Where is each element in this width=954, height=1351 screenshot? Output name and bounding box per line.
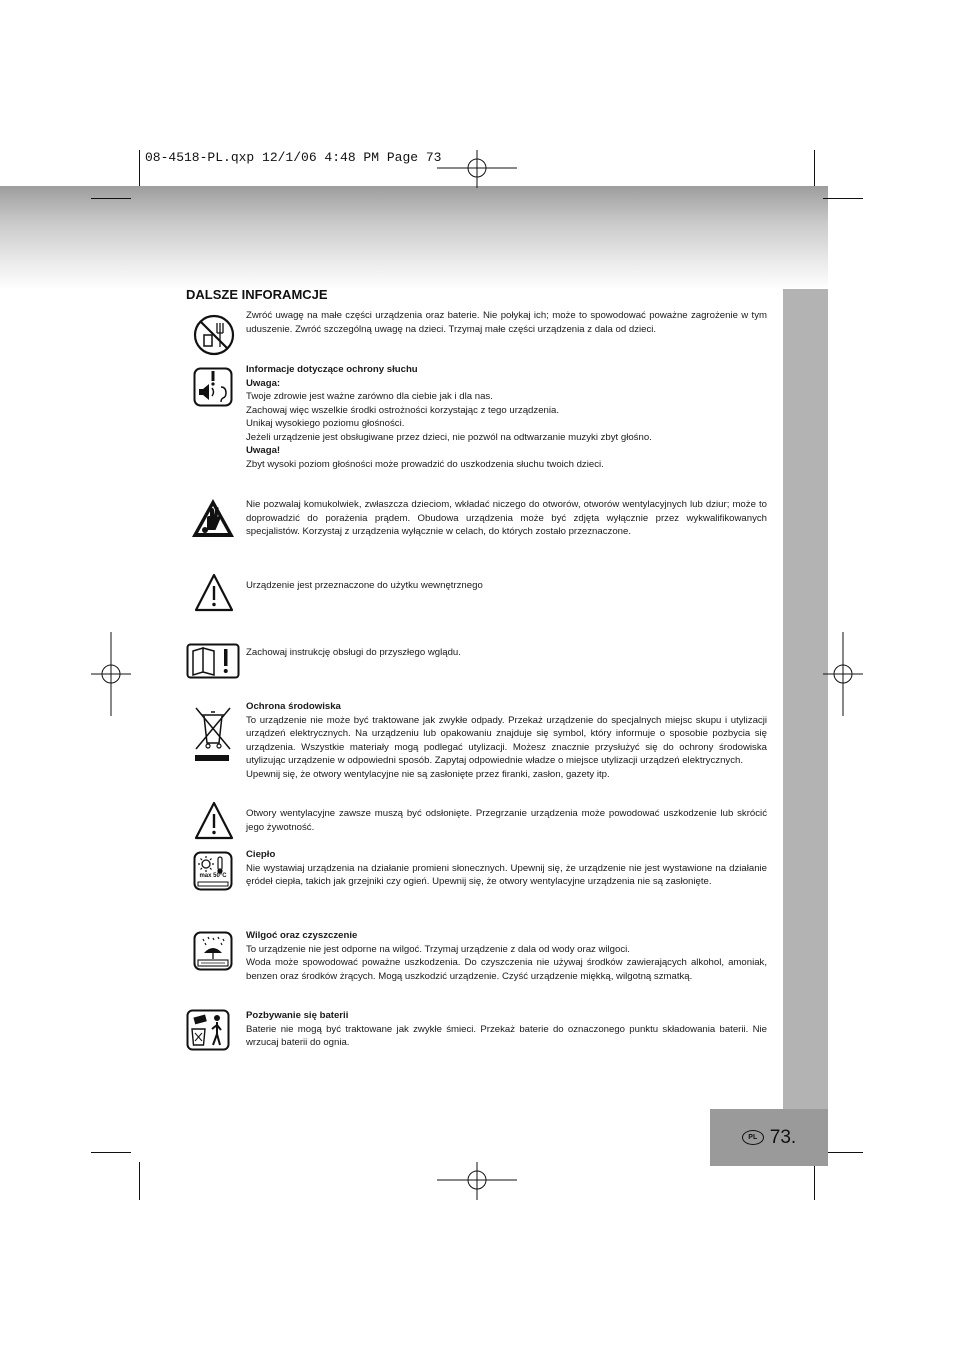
no-swallow-icon (193, 313, 235, 357)
heat-heading: Ciepło (246, 849, 276, 860)
hearing-line: Zachowaj więc wszelkie środki ostrożności korzystając z tego urządzenia. (246, 404, 559, 416)
environment-extra: Upewnij się, że otwory wentylacyjne nie są zasłonięte przez firanki, zasłon, gazety itp. (246, 768, 610, 780)
language-badge: PL (742, 1130, 764, 1145)
moisture-heading: Wilgoć oraz czyszczenie (246, 930, 358, 941)
moisture-line: Woda może spowodować poważne uszkodzenia. Do czyszczenia nie używaj środków zawierających alkohol, amoniak, benzen oraz środków żrących. Mogą uszkodzić urządzenie. Czyść urządzenie miękką, wilgotną szmatką. (246, 957, 767, 982)
registration-mark-top (437, 150, 517, 188)
manual-text (246, 646, 767, 660)
environment-paragraph: To urządzenie nie może być traktowane jak zwykłe odpady. Przekaż urządzenie do specjalnych miejsc skupu i utylizacji urządzeń elektrycznych. Na urządzeniu lub opakowaniu znajduje się symbol, który informuje o sposobie pozbycia się urządzenia. Wszystkie materiały mogą podlegać utylizacji. Możesz znacznie przysłużyć się do ochrony środowiska utylizując urządzenie w odpowiedni sposób. Zapytaj odpowiednie władze o miejsce utylizacji urządzeń elektrycznych. (246, 714, 767, 766)
page-number-tab (710, 1109, 828, 1166)
section-title: DALSZE INFORAMCJE (186, 287, 328, 302)
hearing-line: Zbyt wysoki poziom głośności może prowadzić do uszkodzenia słuchu twoich dzieci. (246, 458, 604, 470)
heat-paragraph: Nie wystawiaj urządzenia na działanie promieni słonecznych. Upewnij się, że urządzenie nie jest wystawione na działanie ęródeł ciepła, takich jak grzejniki czy ogień. Upewnij się, że otwory wentylacyjne urządzenia nie są zasłonięte. (246, 862, 767, 887)
crop-mark (91, 198, 131, 199)
electric-shock-paragraph: Nie pozwalaj komukolwiek, zwłaszcza dzieciom, wkładać niczego do otworów, otworów wentylacyjnych lub dziur; może to doprowadzić do porażenia prądem. Obudowa urządzenia może być zdjęta wyłącznie przez wykwalifikowanych specjalistów. Korzystaj z urządzenia wyłącznie w celach, do których zostało przeznaczone. (246, 499, 767, 537)
moisture-icon (193, 931, 233, 971)
heat-icon (193, 851, 233, 891)
hearing-caution-1: Uwaga: (246, 377, 281, 389)
crop-mark (814, 150, 815, 186)
moisture-line: To urządzenie nie jest odporne na wilgoć. Trzymaj urządzenie z dala od wody oraz wilgoci. (246, 943, 630, 955)
manual-paragraph: Zachowaj instrukcję obsługi do przyszłego wglądu. (246, 647, 461, 658)
registration-mark-right (823, 632, 863, 716)
crop-mark (139, 1162, 140, 1200)
hearing-line: Unikaj wysokiego poziomu głośności. (246, 418, 405, 429)
hearing-line: Twoje zdrowie jest ważne zarówno dla ciebie jak i dla nas. (246, 391, 493, 402)
battery-text (246, 1009, 767, 1050)
indoor-use-paragraph: Urządzenie jest przeznaczone do użytku wewnętrznego (246, 580, 483, 591)
heat-text (246, 848, 767, 889)
hearing-warning-icon (193, 367, 233, 407)
electric-shock-warning-icon (190, 496, 236, 540)
warning-triangle-icon (193, 800, 235, 842)
hearing-line: Jeżeli urządzenie jest obsługiwane przez dzieci, nie pozwól na odtwarzanie muzyki zbyt głośno. (246, 431, 652, 443)
warning-triangle-icon (193, 572, 235, 614)
crop-mark (139, 150, 140, 186)
hearing-protection-text (246, 363, 767, 471)
vents-paragraph: Otwory wentylacyjne zawsze muszą być odsłonięte. Przegrzanie urządzenia może powodować uszkodzenie lub skrócić jego żywotność. (246, 808, 767, 833)
electric-shock-text (246, 498, 767, 539)
weee-bin-icon (193, 705, 233, 763)
crop-mark (814, 1162, 815, 1200)
manual-icon (186, 643, 240, 679)
moisture-text (246, 929, 767, 983)
small-parts-text (246, 309, 767, 336)
crop-mark (823, 1152, 863, 1153)
print-slug: 08-4518-PL.qxp 12/1/06 4:48 PM Page 73 (145, 150, 442, 165)
heat-icon-label: max 50°C (199, 873, 227, 879)
page-number: 73. (769, 1126, 797, 1148)
crop-mark (823, 198, 863, 199)
environment-text (246, 700, 767, 781)
indoor-use-text (246, 579, 767, 593)
header-band (0, 186, 828, 290)
crop-mark (91, 1152, 131, 1153)
battery-disposal-icon (186, 1009, 230, 1051)
small-parts-paragraph: Zwróć uwagę na małe części urządzenia oraz baterie. Nie połykaj ich; może to spowodować poważne zagrożenie w tym uduszenie. Zwróć szczególną uwagę na dzieci. Trzymaj małe części urządzenia z dala od dzieci. (246, 310, 767, 335)
hearing-caution-2: Uwaga! (246, 445, 281, 456)
registration-mark-bottom (437, 1162, 517, 1200)
battery-paragraph: Baterie nie mogą być traktowane jak zwykłe śmieci. Przekaż baterie do oznaczonego punktu składowania baterii. Nie wrzucaj baterii do ognia. (246, 1023, 767, 1048)
environment-heading: Ochrona środowiska (246, 701, 341, 712)
vents-text (246, 807, 767, 834)
hearing-heading: Informacje dotyczące ochrony słuchu (246, 364, 418, 375)
side-bar (783, 289, 828, 1109)
battery-heading: Pozbywanie się baterii (246, 1010, 349, 1021)
registration-mark-left (91, 632, 131, 716)
